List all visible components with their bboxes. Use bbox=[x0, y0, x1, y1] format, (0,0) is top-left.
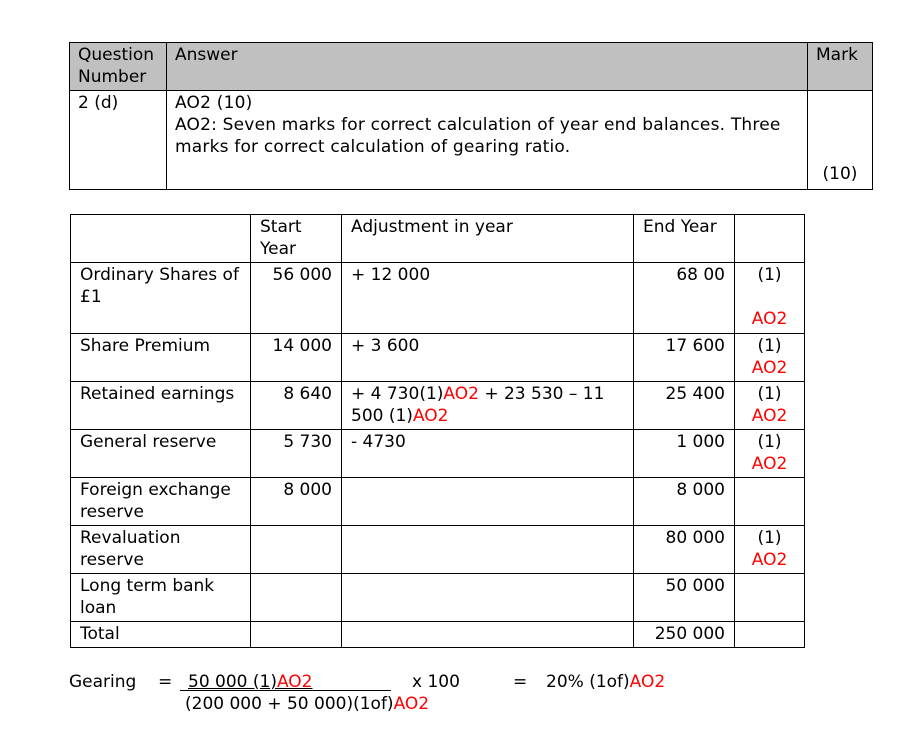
row-adjustment: + 12 000 bbox=[342, 263, 634, 334]
table-row bbox=[71, 430, 805, 478]
gearing-result-code: AO2 bbox=[629, 672, 666, 692]
answer-cell bbox=[167, 91, 808, 190]
row-item: Foreign exchange reserve bbox=[71, 478, 251, 526]
mark-value: (1) bbox=[757, 336, 782, 356]
end-year-header: End Year bbox=[634, 215, 735, 263]
row-start bbox=[251, 574, 342, 622]
table-row bbox=[71, 334, 805, 382]
answer-header: Answer bbox=[167, 43, 808, 91]
gearing-equals-sign: = bbox=[158, 672, 173, 692]
adjustment-code-1: AO2 bbox=[443, 384, 479, 404]
balances-header-row bbox=[71, 215, 805, 263]
gearing-result bbox=[546, 671, 665, 693]
row-adjustment bbox=[342, 526, 634, 574]
row-item: Retained earnings bbox=[71, 382, 251, 430]
table-row bbox=[71, 574, 805, 622]
mark-code: AO2 bbox=[751, 358, 788, 378]
row-mark bbox=[735, 574, 805, 622]
row-adjustment bbox=[342, 622, 634, 648]
row-start: 56 000 bbox=[251, 263, 342, 334]
row-start: 8 000 bbox=[251, 478, 342, 526]
adjustment-code-2: AO2 bbox=[412, 406, 449, 426]
row-adjustment bbox=[342, 574, 634, 622]
row-mark bbox=[735, 622, 805, 648]
gearing-label: Gearing bbox=[69, 672, 137, 692]
row-item: Ordinary Shares of £1 bbox=[71, 263, 251, 334]
row-item: Total bbox=[71, 622, 251, 648]
row-end: 17 600 bbox=[634, 334, 735, 382]
adjustment-part-1: + 4 730(1) bbox=[351, 384, 444, 404]
row-adjustment bbox=[342, 478, 634, 526]
row-mark bbox=[735, 430, 805, 478]
item-header bbox=[71, 215, 251, 263]
row-start: 5 730 bbox=[251, 430, 342, 478]
question-mark: (10) bbox=[808, 91, 873, 190]
row-item: Share Premium bbox=[71, 334, 251, 382]
row-adjustment: + 3 600 bbox=[342, 334, 634, 382]
gearing-denominator-code: AO2 bbox=[393, 694, 430, 714]
gearing-result-equals-sign: = bbox=[513, 672, 528, 692]
table-row bbox=[71, 478, 805, 526]
mark-code: AO2 bbox=[751, 454, 788, 474]
mark-value: (1) bbox=[757, 265, 782, 285]
gearing-numerator-text: 50 000 (1) bbox=[188, 672, 277, 692]
row-mark bbox=[735, 478, 805, 526]
mark-header: Mark bbox=[808, 43, 873, 91]
question-row bbox=[70, 91, 873, 190]
gearing-numerator-code: AO2 bbox=[276, 672, 313, 692]
adjustment-part-2: + 23 530 – 11 500 (1) bbox=[351, 384, 605, 426]
mark-code: AO2 bbox=[751, 309, 788, 329]
table-row bbox=[71, 526, 805, 574]
start-year-header: Start Year bbox=[251, 215, 342, 263]
mark-value: (1) bbox=[757, 384, 782, 404]
gearing-denominator-text: (200 000 + 50 000)(1of) bbox=[185, 694, 394, 714]
row-end: 25 400 bbox=[634, 382, 735, 430]
row-item: Long term bank loan bbox=[71, 574, 251, 622]
table-row bbox=[71, 382, 805, 430]
row-item: General reserve bbox=[71, 430, 251, 478]
row-start bbox=[251, 622, 342, 648]
fraction-bar bbox=[180, 690, 391, 691]
answer-line-2: AO2: Seven marks for correct calculation of year end balances. Three marks for correct calculation of gearing ratio. bbox=[175, 115, 781, 157]
row-start: 14 000 bbox=[251, 334, 342, 382]
mark-code: AO2 bbox=[751, 550, 788, 570]
row-mark bbox=[735, 263, 805, 334]
question-number: 2 (d) bbox=[70, 91, 167, 190]
row-end: 50 000 bbox=[634, 574, 735, 622]
row-mark bbox=[735, 526, 805, 574]
question-table bbox=[69, 42, 873, 190]
mark-code: AO2 bbox=[751, 406, 788, 426]
balances-table bbox=[70, 214, 805, 648]
table-row bbox=[71, 263, 805, 334]
row-mark bbox=[735, 334, 805, 382]
row-adjustment: - 4730 bbox=[342, 430, 634, 478]
row-start: 8 640 bbox=[251, 382, 342, 430]
gearing-multiplier: x 100 bbox=[412, 672, 460, 692]
row-end: 8 000 bbox=[634, 478, 735, 526]
row-start bbox=[251, 526, 342, 574]
row-end: 68 00 bbox=[634, 263, 735, 334]
row-item: Revaluation reserve bbox=[71, 526, 251, 574]
row-end: 250 000 bbox=[634, 622, 735, 648]
mark-value: (1) bbox=[757, 528, 782, 548]
row-end: 80 000 bbox=[634, 526, 735, 574]
adjustment-header: Adjustment in year bbox=[342, 215, 634, 263]
mark-column-header bbox=[735, 215, 805, 263]
question-table-header bbox=[70, 43, 873, 91]
answer-line-1: AO2 (10) bbox=[175, 93, 253, 113]
gearing-result-text: 20% (1of) bbox=[546, 672, 630, 692]
row-mark bbox=[735, 382, 805, 430]
gearing-denominator bbox=[185, 693, 429, 715]
table-row-total bbox=[71, 622, 805, 648]
mark-value: (1) bbox=[757, 432, 782, 452]
row-end: 1 000 bbox=[634, 430, 735, 478]
question-number-header: Question Number bbox=[70, 43, 167, 91]
row-adjustment bbox=[342, 382, 634, 430]
